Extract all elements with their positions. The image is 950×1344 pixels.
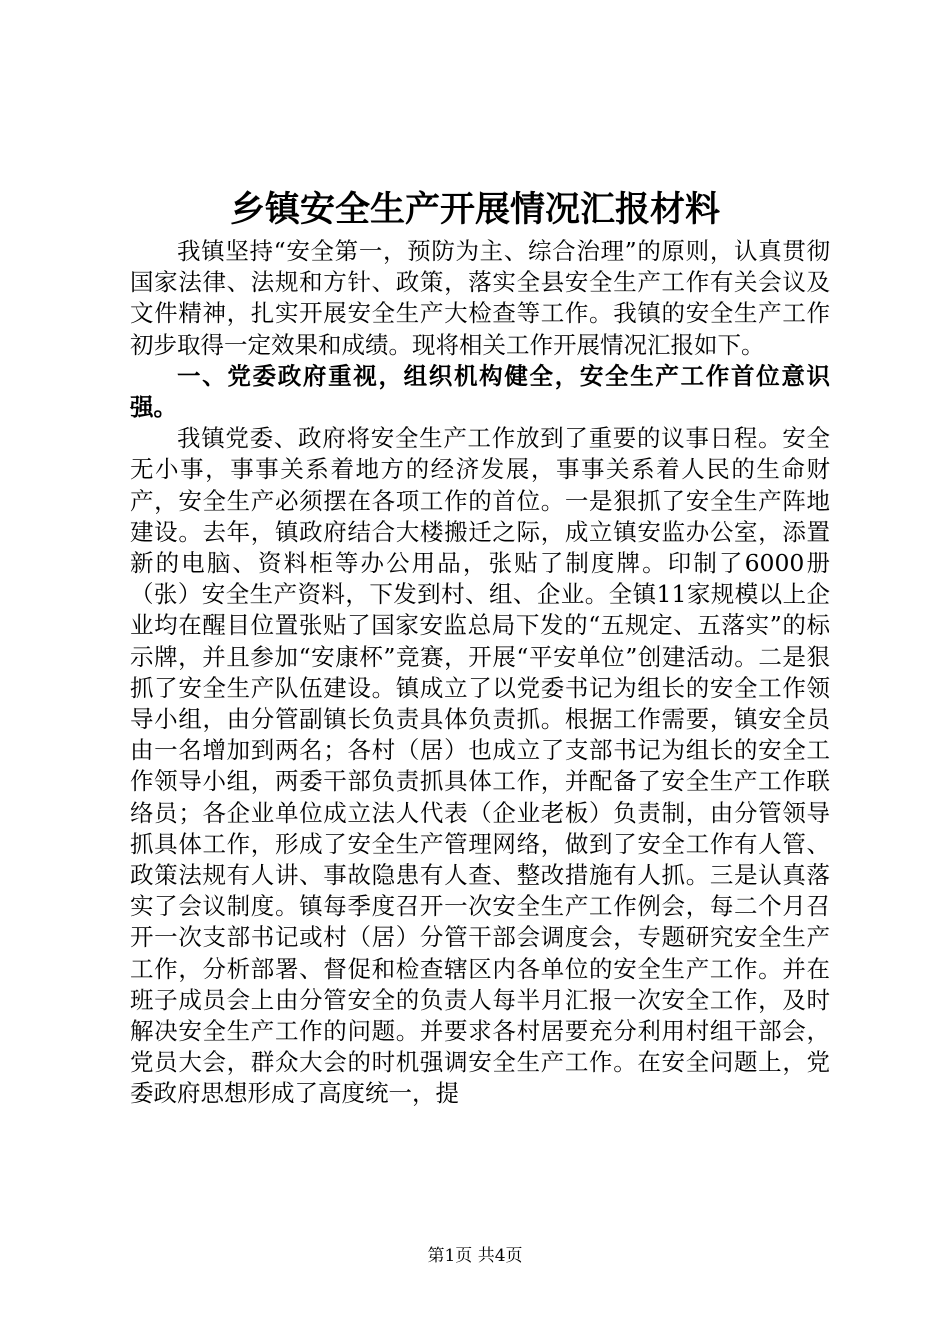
body-paragraph: 我镇党委、政府将安全生产工作放到了重要的议事日程。安全无小事，事事关系着地方的经济发展，事事关系着人民的生命财产，安全生产必须摆在各项工作的首位。一是狠抓了安全生产阵地建设。去年，镇政府结合大楼搬迁之际，成立镇安监办公室，添置新的电脑、资料柜等办公用品，张贴了制度牌。印制了6000册（张）安全生产资料，下发到村、组、企业。全镇11家规模以上企业均在醒目位置张贴了国家安监总局下发的“五规定、五落实”的标示牌，并且参加“安康杯”竞赛，开展“平安单位”创建活动。二是狠抓了安全生产队伍建设。镇成立了以党委书记为组长的安全工作领导小组，由分管副镇长负责具体负责抓。根据工作需要，镇安全员由一名增加到两名；各村（居）也成立了支部书记为组长的安全工作领导小组，两委干部负责抓具体工作，并配备了安全生产工作联络员；各企业单位成立法人代表（企业老板）负责制，由分管领导抓具体工作，形成了安全生产管理网络，做到了安全工作有人管、政策法规有人讲、事故隐患有人查、整改措施有人抓。三是认真落实了会议制度。镇每季度召开一次安全生产工作例会，每二个月召开一次支部书记或村（居）分管干部会调度会，专题研究安全生产工作，分析部署、督促和检查辖区内各单位的安全生产工作。并在班子成员会上由分管安全的负责人每半月汇报一次安全工作，及时解决安全生产工作的问题。并要求各村居要充分利用村组干部会，党员大会，群众大会的时机强调安全生产工作。在安全问题上，党委政府思想形成了高度统一，提 bbox=[130, 424, 830, 1108]
page-footer: 第1页 共4页 bbox=[427, 1246, 523, 1266]
document-title: 乡镇安全生产开展情况汇报材料 bbox=[229, 189, 720, 230]
document-body bbox=[130, 236, 830, 1110]
section-heading: 一、党委政府重视，组织机构健全，安全生产工作首位意识强。 bbox=[130, 361, 830, 422]
intro-paragraph: 我镇坚持“安全第一，预防为主、综合治理”的原则，认真贯彻国家法律、法规和方针、政策，落实全县安全生产工作有关会议及文件精神，扎实开展安全生产大检查等工作。我镇的安全生产工作初步取得一定效果和成绩。现将相关工作开展情况汇报如下。 bbox=[130, 237, 830, 359]
